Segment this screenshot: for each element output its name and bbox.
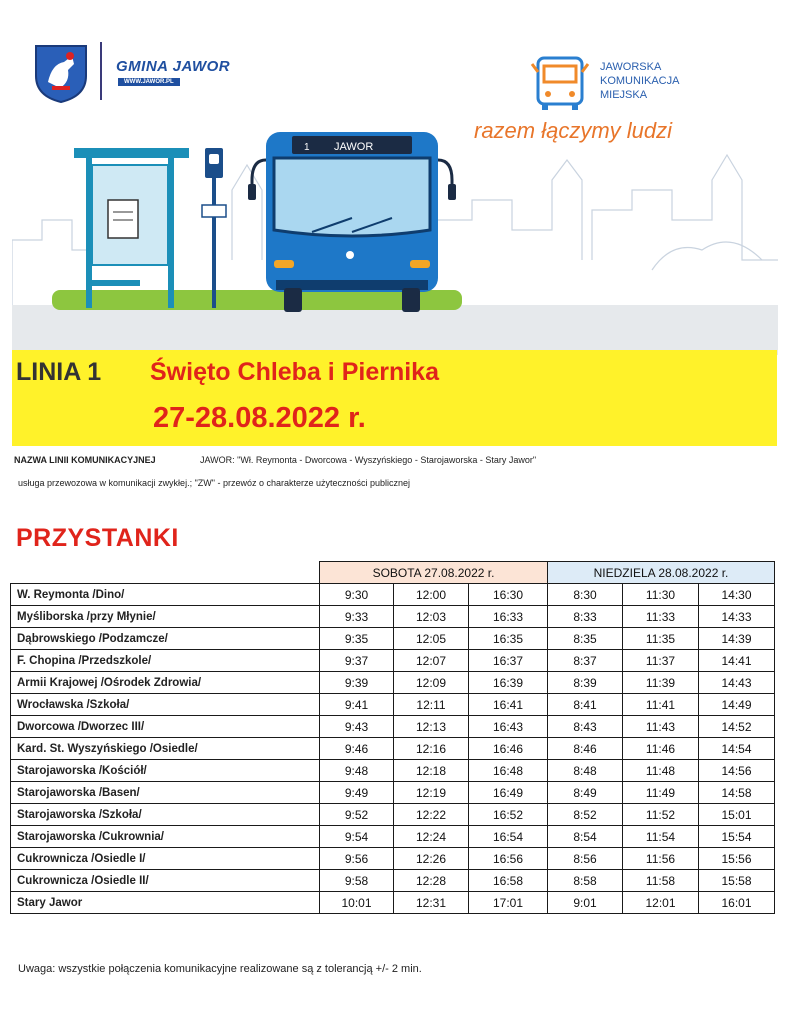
sunday-time: 9:01 [548,892,623,914]
saturday-time: 12:19 [394,782,469,804]
line-name-label: NAZWA LINII KOMUNIKACYJNEJ [14,455,156,465]
bus-sign-destination: JAWOR [334,141,374,153]
saturday-time: 16:39 [469,672,548,694]
sunday-time: 11:30 [623,584,699,606]
sunday-time: 8:39 [548,672,623,694]
header-blank [11,562,320,584]
bus-shelter [74,148,189,308]
saturday-time: 16:33 [469,606,548,628]
saturday-time: 16:49 [469,782,548,804]
sunday-time: 14:30 [699,584,775,606]
sunday-time: 8:30 [548,584,623,606]
grass [52,290,462,310]
sunday-time: 15:01 [699,804,775,826]
service-type: usługa przewozowa w komunikacji zwykłej.; "ZW" - przewóz o charakterze użyteczności publicznej [18,478,411,488]
sunday-time: 11:58 [623,870,699,892]
sunday-time: 11:41 [623,694,699,716]
stop-name: Starojaworska /Szkoła/ [11,804,320,826]
saturday-time: 16:48 [469,760,548,782]
saturday-time: 12:13 [394,716,469,738]
sunday-time: 11:37 [623,650,699,672]
stop-name: Cukrownicza /Osiedle II/ [11,870,320,892]
table-row [11,606,775,628]
saturday-time: 12:26 [394,848,469,870]
sunday-time: 14:54 [699,738,775,760]
sunday-time: 15:58 [699,870,775,892]
sunday-time: 15:56 [699,848,775,870]
table-row [11,672,775,694]
timetable-header-row [11,562,775,584]
event-title: Święto Chleba i Piernika [150,358,439,386]
table-row [11,650,775,672]
stop-name: Starojaworska /Kościół/ [11,760,320,782]
sunday-time: 14:56 [699,760,775,782]
banner-shadow [12,328,777,350]
city-bus [248,132,456,312]
sunday-time: 11:35 [623,628,699,650]
sunday-time: 8:41 [548,694,623,716]
saturday-time: 9:48 [320,760,394,782]
sunday-time: 11:46 [623,738,699,760]
table-row [11,782,775,804]
table-row [11,738,775,760]
saturday-time: 12:07 [394,650,469,672]
bus-sign-number: 1 [304,142,310,153]
slogan: razem łączymy ludzi [474,118,673,143]
stop-name: Starojaworska /Basen/ [11,782,320,804]
sunday-time: 11:43 [623,716,699,738]
saturday-time: 9:52 [320,804,394,826]
saturday-time: 16:37 [469,650,548,672]
stop-name: Dąbrowskiego /Podzamcze/ [11,628,320,650]
saturday-time: 10:01 [320,892,394,914]
sunday-time: 14:43 [699,672,775,694]
saturday-time: 12:11 [394,694,469,716]
sunday-time: 8:48 [548,760,623,782]
saturday-time: 16:46 [469,738,548,760]
sunday-time: 8:33 [548,606,623,628]
saturday-time: 12:24 [394,826,469,848]
sunday-time: 12:01 [623,892,699,914]
sunday-time: 8:43 [548,716,623,738]
stop-name: Wrocławska /Szkoła/ [11,694,320,716]
saturday-time: 9:35 [320,628,394,650]
saturday-time: 9:30 [320,584,394,606]
event-date: 27-28.08.2022 r. [153,402,366,434]
stop-name: Myśliborska /przy Młynie/ [11,606,320,628]
table-row [11,826,775,848]
sunday-time: 8:49 [548,782,623,804]
saturday-time: 9:33 [320,606,394,628]
saturday-time: 9:58 [320,870,394,892]
saturday-time: 12:28 [394,870,469,892]
stop-name: Dworcowa /Dworzec III/ [11,716,320,738]
saturday-time: 9:49 [320,782,394,804]
bus-stop-sign [202,148,226,308]
saturday-time: 16:52 [469,804,548,826]
saturday-time: 16:54 [469,826,548,848]
sunday-time: 11:33 [623,606,699,628]
saturday-time: 12:22 [394,804,469,826]
table-row [11,848,775,870]
stops-heading: PRZYSTANKI [16,524,179,552]
sunday-time: 11:52 [623,804,699,826]
bus-icon [524,52,594,114]
saturday-time: 12:05 [394,628,469,650]
saturday-time: 9:41 [320,694,394,716]
saturday-time: 16:41 [469,694,548,716]
sunday-time: 11:56 [623,848,699,870]
stop-name: Kard. St. Wyszyńskiego /Osiedle/ [11,738,320,760]
sunday-time: 11:49 [623,782,699,804]
table-row [11,870,775,892]
sunday-time: 8:52 [548,804,623,826]
line-route: JAWOR: "Wł. Reymonta - Dworcowa - Wyszyńskiego - Starojaworska - Stary Jawor" [200,455,537,465]
sunday-header: NIEDZIELA 28.08.2022 r. [548,562,775,584]
table-row [11,760,775,782]
gmina-url: WWW.JAWOR.PL [118,78,180,86]
saturday-time: 16:35 [469,628,548,650]
stop-name: Armii Krajowej /Ośrodek Zdrowia/ [11,672,320,694]
saturday-time: 12:18 [394,760,469,782]
saturday-time: 9:46 [320,738,394,760]
stop-name: F. Chopina /Przedszkole/ [11,650,320,672]
saturday-time: 12:16 [394,738,469,760]
sunday-time: 14:58 [699,782,775,804]
saturday-time: 9:43 [320,716,394,738]
table-row [11,716,775,738]
table-row [11,804,775,826]
saturday-time: 9:56 [320,848,394,870]
sunday-time: 8:58 [548,870,623,892]
stop-name: Stary Jawor [11,892,320,914]
sunday-time: 14:52 [699,716,775,738]
sunday-time: 8:46 [548,738,623,760]
stop-name: Cukrownicza /Osiedle I/ [11,848,320,870]
stop-name: Starojaworska /Cukrownia/ [11,826,320,848]
sunday-time: 8:37 [548,650,623,672]
logo-divider [100,42,102,100]
table-row [11,694,775,716]
saturday-time: 12:03 [394,606,469,628]
saturday-time: 12:09 [394,672,469,694]
sunday-time: 11:48 [623,760,699,782]
sunday-time: 16:01 [699,892,775,914]
sunday-time: 8:35 [548,628,623,650]
timetable-body [11,584,775,914]
saturday-time: 12:00 [394,584,469,606]
jkm-name: JAWORSKA KOMUNIKACJA MIEJSKA [600,61,679,101]
saturday-time: 16:43 [469,716,548,738]
sunday-time: 8:54 [548,826,623,848]
stop-name: W. Reymonta /Dino/ [11,584,320,606]
saturday-time: 12:31 [394,892,469,914]
table-row [11,628,775,650]
sunday-time: 8:56 [548,848,623,870]
gmina-name: GMINA JAWOR [116,58,231,75]
saturday-time: 9:54 [320,826,394,848]
line-label: LINIA 1 [16,358,102,386]
table-row [11,892,775,914]
bus-stop-illustration [12,120,778,355]
tolerance-note: Uwaga: wszystkie połączenia komunikacyjne realizowane są z tolerancją +/- 2 min. [18,963,422,975]
saturday-time: 9:37 [320,650,394,672]
sunday-time: 11:54 [623,826,699,848]
sunday-time: 14:41 [699,650,775,672]
table-row [11,584,775,606]
sunday-time: 11:39 [623,672,699,694]
saturday-time: 16:56 [469,848,548,870]
gmina-crest-logo [30,42,92,104]
sunday-time: 14:49 [699,694,775,716]
sunday-time: 14:39 [699,628,775,650]
saturday-time: 17:01 [469,892,548,914]
timetable [10,561,775,914]
saturday-time: 16:30 [469,584,548,606]
saturday-time: 9:39 [320,672,394,694]
saturday-header: SOBOTA 27.08.2022 r. [320,562,548,584]
sunday-time: 15:54 [699,826,775,848]
sunday-time: 14:33 [699,606,775,628]
saturday-time: 16:58 [469,870,548,892]
